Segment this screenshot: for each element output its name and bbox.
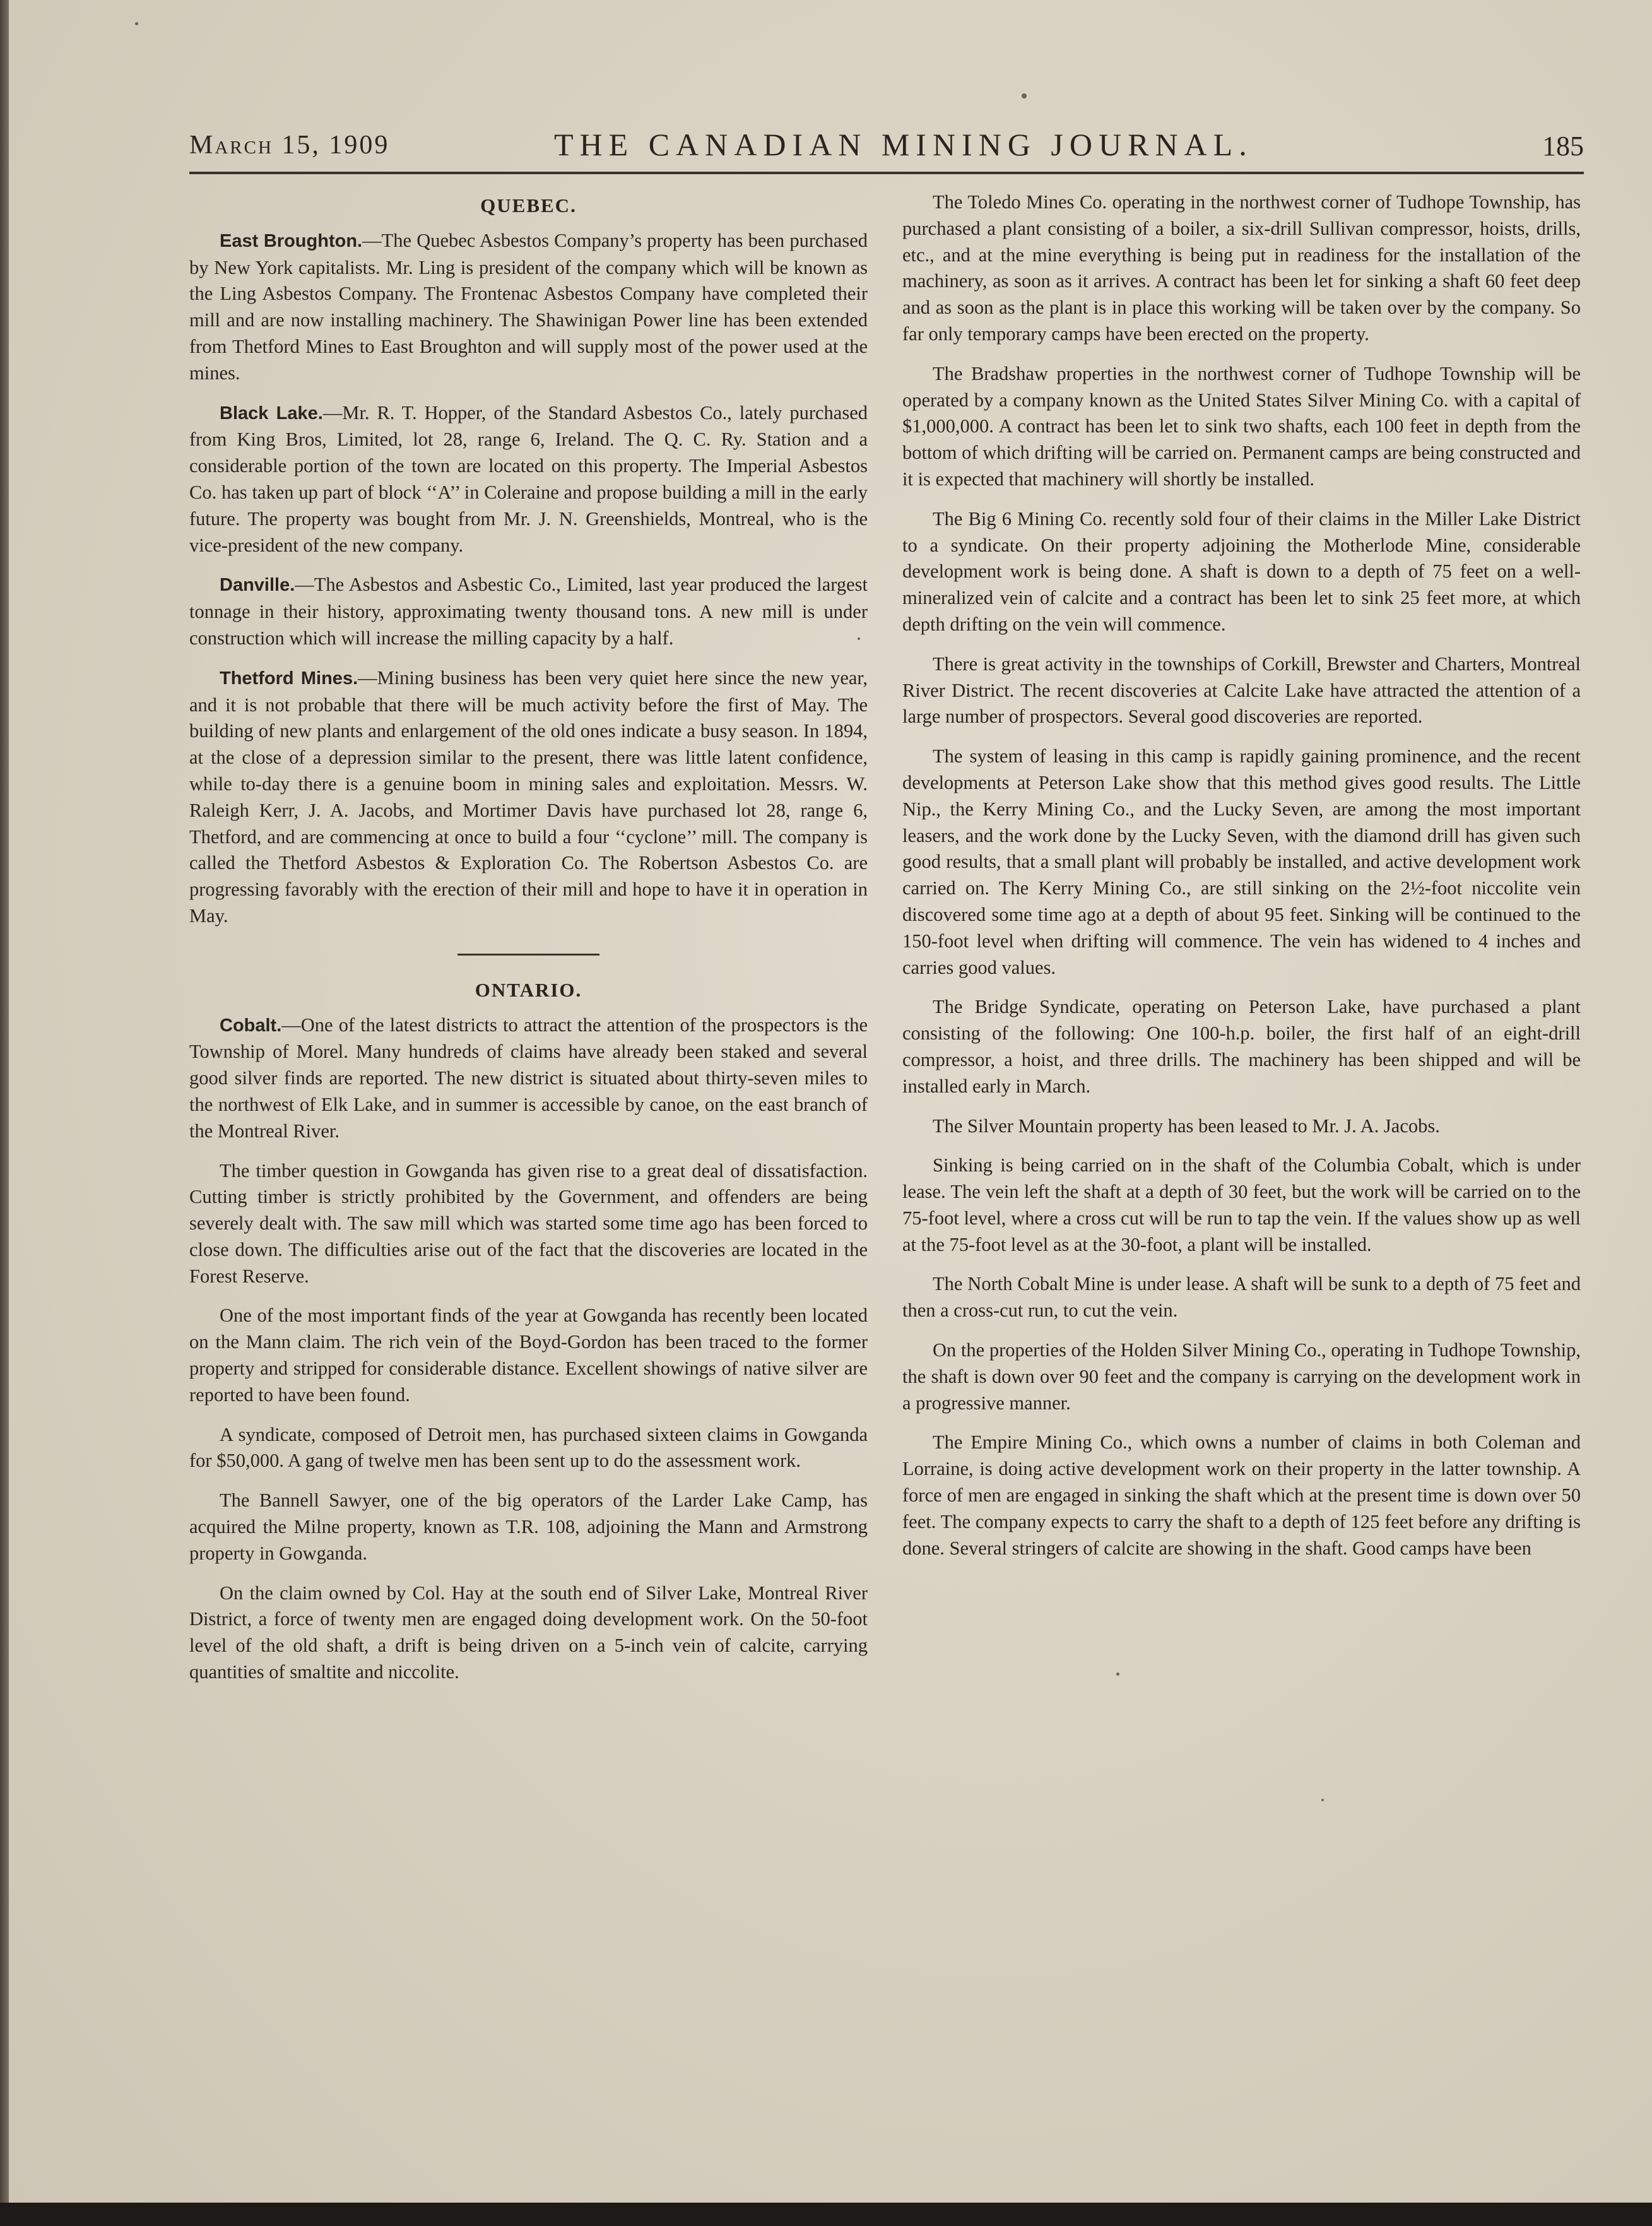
lead-danville: Danville. [220,575,295,596]
right-column [902,189,1581,1575]
article-paragraph: The system of leasing in this camp is rapidly gaining prominence, and the recent developments at Peterson Lake show that this method gives good results. The Little Nip., the Kerry Mining Co., and the Lucky Seven, are among the most important leasers, and the work done by the Lucky Seven, with the diamond drill has given such good results, that a small plant will probably be installed, and active development work carried on. The Kerry Mining Co., are still sinking on the 2½-foot niccolite vein discovered some time ago at a depth of about 95 feet. Sinking will be continued to the 150-foot level when drifting will commence. The vein has widened to 4 inches and carries good values. [902,745,1581,978]
article-paragraph: On the properties of the Holden Silver Mining Co., operating in Tudhope Township, the shaft is down over 90 feet and the company is carrying on the development work in a progressive manner. [902,1339,1581,1414]
article-paragraph: Sinking is being carried on in the shaft of the Columbia Cobalt, which is under lease. The vein left the shaft at a depth of 30 feet, but the work will be carried on to the 75-foot level, where a cross cut will be run to tap the vein. If the values show up as well at the 75-foot level as at the 30-foot, a plant will be installed. [902,1154,1581,1255]
body-black-lake: —Mr. R. T. Hopper, of the Standard Asbestos Co., lately purchased from King Bros, Limited, lot 28, range 6, Ireland. The Q. C. Ry. Station and a considerable portion of the town are located on this property. The Imperial Asbestos Co. has taken up part of block ‘‘A’’ in Coleraine and propose building a mill in the early future. The property was bought from Mr. J. N. Greenshields, Montreal, who is the vice-president of the new company. [189,401,868,556]
lead-east-broughton: East Broughton. [220,230,363,251]
journal-title: THE CANADIAN MINING JOURNAL. [554,127,1253,162]
lead-cobalt: Cobalt. [220,1015,282,1036]
section-divider [457,954,599,956]
header-rule [189,172,1584,174]
article-paragraph: The Bannell Sawyer, one of the big operators of the Larder Lake Camp, has acquired the Milne property, known as T.R. 108, adjoining the Mann and Armstrong property in Gowganda. [189,1489,868,1564]
book-spine-shadow [0,0,9,2226]
article-black-lake [189,400,868,559]
section-heading-ontario: ONTARIO. [475,978,582,1001]
left-column [189,192,868,1699]
article-paragraph: The Big 6 Mining Co. recently sold four of their claims in the Miller Lake District to a syndicate. On their property adjoining the Motherlode Mine, considerable development work is being done. A shaft is down to a depth of 75 feet on a well-mineralized vein of calcite and a contract has been let to sink 25 feet more, at which depth drifting on the vein will commence. [902,507,1581,635]
article-paragraph: The Bridge Syndicate, operating on Peterson Lake, have purchased a plant consisting of the following: One 100-h.p. boiler, the first half of an eight-drill compressor, a hoist, and three drills. The machinery has been shipped and will be installed early in March. [902,996,1581,1097]
article-paragraph: The timber question in Gowganda has given rise to a great deal of dissatisfaction. Cutting timber is strictly prohibited by the Government, and offenders are being severely dealt with. The saw mill which was started some time ago has been forced to close down. The difficulties arise out of the fact that the discoveries are located in the Forest Reserve. [189,1159,868,1287]
page-bottom-edge [0,2203,1652,2226]
article-cobalt [189,1012,868,1145]
body-danville: —The Asbestos and Asbestic Co., Limited, last year produced the largest tonnage in their history, approximating twenty thousand tons. A new mill is under construction which will increase the milling capacity by a half. [189,574,868,649]
article-paragraph: One of the most important finds of the year at Gowganda has recently been located on the Mann claim. The rich vein of the Boyd-Gordon has been traced to the former property and stripped for considerable distance. Excellent showings of native silver are reported to have been found. [189,1305,868,1406]
article-paragraph: On the claim owned by Col. Hay at the south end of Silver Lake, Montreal River District, a force of twenty men are engaged doing development work. On the 50-foot level of the old shaft, a drift is being driven on a 5-inch vein of calcite, carrying quantities of smaltite and niccolite. [189,1582,868,1683]
body-cobalt: —One of the latest districts to attract the attention of the prospectors is the Township of Morel. Many hundreds of claims have already been staked and several good silver finds are reported. The new district is situated about thirty-seven miles to the northwest of Elk Lake, and in summer is accessible by canoe, on the east branch of the Montreal River. [189,1014,868,1142]
article-east-broughton [189,228,868,387]
page-number: 185 [1542,131,1584,162]
lead-thetford-mines: Thetford Mines. [220,668,358,689]
article-paragraph: A syndicate, composed of Detroit men, has purchased sixteen claims in Gowganda for $50,000. A gang of twelve men has been sent up to do the assessment work. [189,1423,868,1472]
article-paragraph: The North Cobalt Mine is under lease. A shaft will be sunk to a depth of 75 feet and then a cross-cut run, to cut the vein. [902,1273,1581,1322]
article-paragraph: The Silver Mountain property has been leased to Mr. J. A. Jacobs. [933,1115,1440,1137]
article-paragraph: The Toledo Mines Co. operating in the northwest corner of Tudhope Township, has purchased a plant consisting of a boiler, a six-drill Sullivan compressor, hoists, drills, etc., and at the mine everything is being put in readiness for the installation of the machinery, as soon as it arrives. A contract has been let for sinking a shaft 60 feet deep and as soon as the plant is in place this working will be taken over by the company. So far only temporary camps have been erected on the property. [902,191,1581,345]
article-paragraph: The Empire Mining Co., which owns a number of claims in both Coleman and Lorraine, is doing active development work on their property in the latter township. A force of men are engaged in sinking the shaft which at the present time is down over 50 feet. The company expects to carry the shaft to a depth of 125 feet before any drifting is done. Several stringers of calcite are showing in the shaft. Good camps have been [902,1431,1581,1559]
body-thetford-mines: —Mining business has been very quiet here since the new year, and it is not probable that there will be much activity before the first of May. The building of new plants and enlargement of the old ones indicate a busy season. In 1894, at the close of a depression similar to the present, there was little latent confidence, while to-day there is a genuine boom in mining sales and exploitation. Messrs. W. Raleigh Kerr, J. A. Jacobs, and Mortimer Davis have purchased lot 28, range 6, Thetford, and are commencing at once to build a four ‘‘cyclone’’ mill. The company is called the Thetford Asbestos & Exploration Co. The Robertson Asbestos Co. are progressing favorably with the erection of their mill and hope to have it in operation in May. [189,666,868,927]
section-heading-quebec: QUEBEC. [480,194,577,216]
running-header [189,126,1584,170]
article-danville [189,572,868,651]
article-thetford-mines [189,665,868,930]
issue-date: March 15, 1909 [189,131,390,160]
lead-black-lake: Black Lake. [220,403,323,423]
body-east-broughton: —The Quebec Asbestos Company’s property has been purchased by New York capitalists. Mr. Ling is president of the company which will be known as the Ling Asbestos Company. The Frontenac Asbestos Company have completed their mill and are now installing machinery. The Shawinigan Power line has been extended from Thetford Mines to East Broughton and will supply most of the power used at the mines. [189,229,868,384]
article-paragraph: The Bradshaw properties in the northwest corner of Tudhope Township will be operated by a company known as the United States Silver Mining Co. with a capital of $1,000,000. A contract has been let to sink two shafts, each 100 feet in depth from the bottom of which drifting will be carried on. Permanent camps are being constructed and it is expected that machinery will shortly be installed. [902,362,1581,490]
article-paragraph: There is great activity in the townships of Corkill, Brewster and Charters, Montreal River District. The recent discoveries at Calcite Lake have attracted the attention of a large number of prospectors. Several good discoveries are reported. [902,653,1581,728]
